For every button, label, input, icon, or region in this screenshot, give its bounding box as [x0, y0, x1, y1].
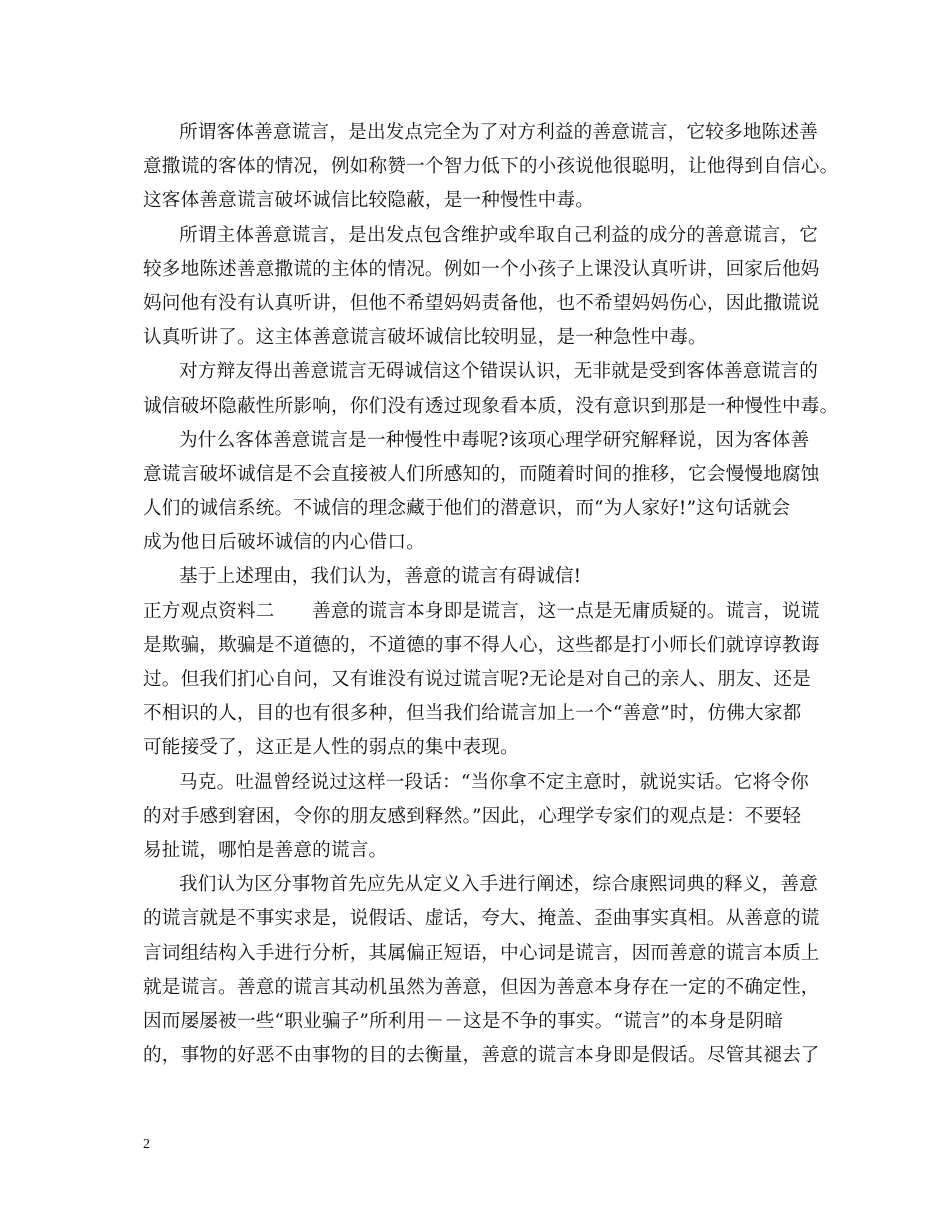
text-line: 可能接受了，这正是人性的弱点的集中表现。	[143, 737, 519, 759]
text-line: 意谎言破坏诚信是不会直接被人们所感知的，而随着时间的推移，它会慢慢地腐蚀	[143, 463, 820, 485]
text-line: 认真听讲了。这主体善意谎言破坏诚信比较明显，是一种急性中毒。	[143, 327, 707, 349]
text-line: 意撒谎的客体的情况，例如称赞一个智力低下的小孩说他很聪明，让他得到自信心。	[143, 156, 839, 178]
text-line: 易扯谎，哪怕是善意的谎言。	[143, 839, 388, 861]
text-line: 所谓主体善意谎言，是出发点包含维护或牟取自己利益的成分的善意谎言，它	[179, 224, 818, 246]
section-heading-line: 正方观点资料二 善意的谎言本身即是谎言，这一点是无庸质疑的。谎言，说谎	[143, 600, 820, 622]
text-line: 妈问他有没有认真听讲，但他不希望妈妈责备他，也不希望妈妈伤心，因此撒谎说	[143, 292, 820, 314]
text-line: 过。但我们扪心自问，又有谁没有说过谎言呢?无论是对自己的亲人、朋友、还是	[143, 669, 811, 690]
text-line: 成为他日后破坏诚信的内心借口。	[143, 532, 425, 554]
text-line: 就是谎言。善意的谎言其动机虽然为善意，但因为善意本身存在一定的不确定性，	[143, 976, 820, 998]
text-line: 为什么客体善意谎言是一种慢性中毒呢?该项心理学研究解释说，因为客体善	[179, 429, 810, 451]
page-number: 2	[143, 1137, 150, 1152]
text-line: 我们认为区分事物首先应先从定义入手进行阐述，综合康熙词典的释义，善意	[179, 874, 818, 896]
text-line: 诚信破坏隐蔽性所影响，你们没有透过现象看本质，没有意识到那是一种慢性中毒。	[143, 395, 839, 417]
text-line: 是欺骗，欺骗是不道德的，不道德的事不得人心，这些都是打小师长们就谆谆教诲	[143, 634, 820, 656]
text-line: 因而屡屡被一些“职业骗子”所利用－－这是不争的事实。“谎言”的本身是阴暗	[143, 1010, 784, 1032]
text-line: 言词组结构入手进行分析，其属偏正短语，中心词是谎言，因而善意的谎言本质上	[143, 942, 820, 964]
text-line: 的谎言就是不事实求是，说假话、虚话，夸大、掩盖、歪曲事实真相。从善意的谎	[143, 908, 820, 930]
text-line: 不相识的人，目的也有很多种，但当我们给谎言加上一个“善意”时，仿佛大家都	[143, 703, 802, 725]
text-line: 人们的诚信系统。不诚信的理念藏于他们的潜意识，而“为人家好!”这句话就会	[143, 498, 791, 520]
text-line: 的，事物的好恶不由事物的目的去衡量，善意的谎言本身即是假话。尽管其褪去了	[143, 1045, 820, 1067]
text-line: 这客体善意谎言破坏诚信比较隐蔽，是一种慢性中毒。	[143, 190, 595, 212]
text-line: 较多地陈述善意撒谎的主体的情况。例如一个小孩子上课没认真听讲，回家后他妈	[143, 258, 820, 280]
text-line: 的对手感到窘困，令你的朋友感到释然。”因此，心理学专家们的观点是：不要轻	[143, 805, 802, 827]
text-line: 对方辩友得出善意谎言无碍诚信这个错误认识，无非就是受到客体善意谎言的	[179, 361, 818, 383]
text-line: 所谓客体善意谎言，是出发点完全为了对方利益的善意谎言，它较多地陈述善	[179, 122, 818, 143]
text-line: 基于上述理由，我们认为，善意的谎言有碍诚信!	[179, 566, 582, 588]
body-text	[143, 116, 839, 1073]
text-line: 马克。吐温曾经说过这样一段话：“当你拿不定主意时，就说实话。它将令你	[179, 771, 809, 793]
